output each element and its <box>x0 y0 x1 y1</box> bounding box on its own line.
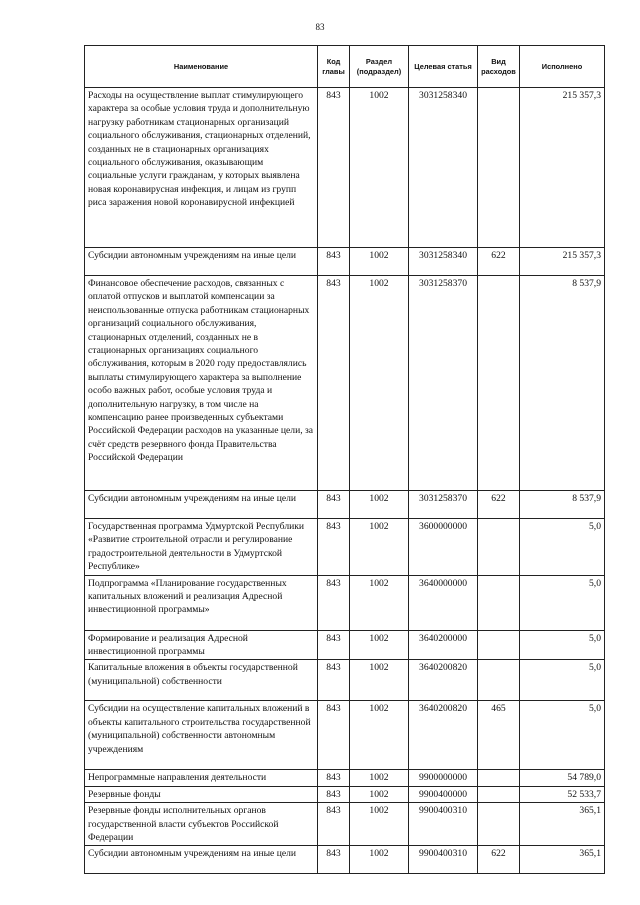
cell-code: 843 <box>318 276 350 491</box>
cell-section: 1002 <box>350 248 409 276</box>
cell-code: 843 <box>318 575 350 630</box>
cell-code: 843 <box>318 770 350 786</box>
cell-name: Государственная программа Удмуртской Республики «Развитие строительной отрасли и регулирование градостроительной деятельности в Удмуртской Республике» <box>85 519 318 576</box>
cell-name: Подпрограмма «Планирование государственных капитальных вложений и реализация Адресной инвестиционной программы» <box>85 575 318 630</box>
cell-amount: 54 789,0 <box>520 770 605 786</box>
table-row <box>85 276 605 491</box>
cell-type <box>478 803 520 846</box>
cell-amount: 8 537,9 <box>520 276 605 491</box>
cell-code: 843 <box>318 660 350 701</box>
cell-target: 9900400310 <box>409 846 478 874</box>
cell-amount: 5,0 <box>520 630 605 660</box>
cell-amount: 215 357,3 <box>520 88 605 248</box>
cell-section: 1002 <box>350 88 409 248</box>
table-row <box>85 786 605 802</box>
cell-code: 843 <box>318 701 350 770</box>
cell-target: 9900000000 <box>409 770 478 786</box>
header-target: Целевая статья <box>409 46 478 88</box>
cell-section: 1002 <box>350 575 409 630</box>
cell-code: 843 <box>318 491 350 519</box>
table-row <box>85 519 605 576</box>
cell-type: 622 <box>478 248 520 276</box>
cell-name: Формирование и реализация Адресной инвестиционной программы <box>85 630 318 660</box>
cell-code: 843 <box>318 803 350 846</box>
header-name: Наименование <box>85 46 318 88</box>
cell-target: 9900400310 <box>409 803 478 846</box>
cell-type <box>478 575 520 630</box>
cell-type <box>478 660 520 701</box>
cell-name: Резервные фонды <box>85 786 318 802</box>
cell-type <box>478 786 520 802</box>
cell-type: 622 <box>478 846 520 874</box>
header-amount: Исполнено <box>520 46 605 88</box>
header-code: Код главы <box>318 46 350 88</box>
cell-amount: 365,1 <box>520 803 605 846</box>
header-type: Вид расходов <box>478 46 520 88</box>
cell-name: Субсидии на осуществление капитальных вложений в объекты капитального строительства государственной (муниципальной) собственности автономным учреждениям <box>85 701 318 770</box>
cell-target: 3031258340 <box>409 88 478 248</box>
cell-code: 843 <box>318 786 350 802</box>
table-row <box>85 660 605 701</box>
cell-amount: 52 533,7 <box>520 786 605 802</box>
cell-type <box>478 88 520 248</box>
cell-code: 843 <box>318 846 350 874</box>
cell-section: 1002 <box>350 660 409 701</box>
budget-table <box>84 45 605 874</box>
cell-section: 1002 <box>350 701 409 770</box>
cell-name: Финансовое обеспечение расходов, связанных с оплатой отпусков и выплатой компенсации за неиспользованные отпуска работникам стационарных организаций социального обслуживания, стационарных отделений, созданных не в стационарных организациях социального обслуживания, которым в 2020 году предоставлялись выплаты стимулирующего характера за выполнение особо важных работ, особые условия труда и дополнительную нагрузку, в том числе на компенсацию ранее произведенных субъектами Российской Федерации расходов на указанные цели, за счёт средств резервного фонда Правительства Российской Федерации <box>85 276 318 491</box>
cell-section: 1002 <box>350 276 409 491</box>
cell-name: Субсидии автономным учреждениям на иные цели <box>85 846 318 874</box>
header-section: Раздел (подраздел) <box>350 46 409 88</box>
cell-target: 3031258340 <box>409 248 478 276</box>
cell-target: 9900400000 <box>409 786 478 802</box>
cell-section: 1002 <box>350 846 409 874</box>
cell-target: 3600000000 <box>409 519 478 576</box>
cell-section: 1002 <box>350 491 409 519</box>
table-row <box>85 88 605 248</box>
cell-code: 843 <box>318 248 350 276</box>
cell-target: 3640200820 <box>409 660 478 701</box>
cell-name: Резервные фонды исполнительных органов государственной власти субъектов Российской Федерации <box>85 803 318 846</box>
cell-amount: 5,0 <box>520 660 605 701</box>
cell-target: 3640000000 <box>409 575 478 630</box>
table-row <box>85 491 605 519</box>
cell-type <box>478 519 520 576</box>
table-row <box>85 248 605 276</box>
cell-type <box>478 770 520 786</box>
cell-name: Субсидии автономным учреждениям на иные цели <box>85 248 318 276</box>
cell-section: 1002 <box>350 630 409 660</box>
cell-target: 3031258370 <box>409 276 478 491</box>
cell-amount: 365,1 <box>520 846 605 874</box>
cell-section: 1002 <box>350 770 409 786</box>
table-row <box>85 846 605 874</box>
cell-type <box>478 276 520 491</box>
cell-target: 3640200000 <box>409 630 478 660</box>
cell-name: Капитальные вложения в объекты государственной (муниципальной) собственности <box>85 660 318 701</box>
cell-type <box>478 630 520 660</box>
cell-section: 1002 <box>350 786 409 802</box>
cell-code: 843 <box>318 519 350 576</box>
cell-code: 843 <box>318 630 350 660</box>
table-row <box>85 575 605 630</box>
cell-name: Субсидии автономным учреждениям на иные цели <box>85 491 318 519</box>
table-row <box>85 803 605 846</box>
cell-section: 1002 <box>350 519 409 576</box>
page-number: 83 <box>315 22 325 32</box>
cell-amount: 5,0 <box>520 701 605 770</box>
table-header-row <box>85 46 605 88</box>
cell-section: 1002 <box>350 803 409 846</box>
cell-code: 843 <box>318 88 350 248</box>
cell-target: 3640200820 <box>409 701 478 770</box>
cell-name: Непрограммные направления деятельности <box>85 770 318 786</box>
cell-type: 622 <box>478 491 520 519</box>
cell-name: Расходы на осуществление выплат стимулирующего характера за особые условия труда и дополнительную нагрузку работникам стационарных организаций социального обслуживания, стационарных отделений, созданных не в стационарных организациях социального обслуживания, оказывающим социальные услуги гражданам, у которых выявлена новая коронавирусная инфекция, и лицам из групп риса заражения новой коронавирусной инфекцией <box>85 88 318 248</box>
cell-type: 465 <box>478 701 520 770</box>
cell-amount: 8 537,9 <box>520 491 605 519</box>
table-row <box>85 770 605 786</box>
table-row <box>85 701 605 770</box>
cell-target: 3031258370 <box>409 491 478 519</box>
cell-amount: 5,0 <box>520 519 605 576</box>
cell-amount: 215 357,3 <box>520 248 605 276</box>
table-row <box>85 630 605 660</box>
cell-amount: 5,0 <box>520 575 605 630</box>
